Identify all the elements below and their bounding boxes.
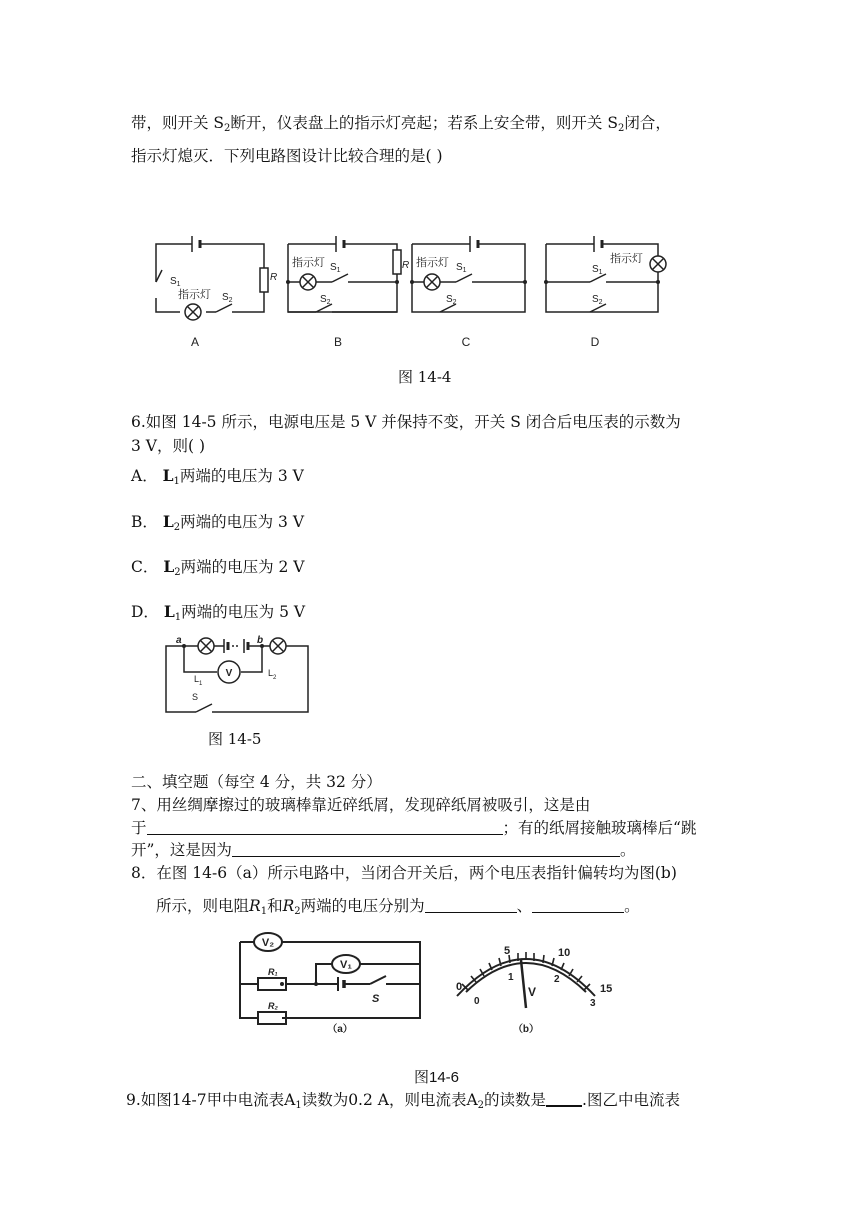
fig-c-s2: $S_2$ [446,294,457,306]
figure-14-5 [160,634,316,720]
fig-14-5-l1: $L_1$ [194,674,203,687]
q6-line-2: 3 V，则( ) [131,437,206,455]
q5-sub-2: 2 [617,123,625,134]
q7-blank-2[interactable] [232,841,620,857]
fig-14-6-s: S [372,993,380,1005]
option-letter-b: B [333,335,343,349]
fig-14-5-v: V [225,668,233,679]
meter-top-0: 0 [456,981,463,993]
meter-bottom-1: 1 [508,972,514,983]
fig-14-6-caption: 图14-6 [414,1069,460,1086]
fig-14-5-s: S [192,692,199,702]
q7-line-3: 开”，这是因为 。 [131,841,636,859]
fig-b-lamp-label: 指示灯 [292,257,325,269]
fig-a-s2: $S_2$ [222,292,233,304]
fig-14-5-caption: 图 14-5 [208,730,262,748]
q7-blank-1[interactable] [147,819,503,835]
q6-option-a: A． $L_1$两端的电压为 3 V [131,466,304,487]
figure-14-6 [232,930,632,1036]
meter-ticks [462,952,590,990]
fig-d-lamp-label: 指示灯 [610,253,643,265]
fig-b-r: R [402,260,410,271]
q5-text-b: 断开，仪表盘上的指示灯亮起；若系上安全带，则开关 S [230,114,618,132]
q8-line-2: 所示，则电阻$R_1$和$R_2$两端的电压分别为 、 。 [156,897,640,917]
meter-bottom-3: 3 [590,998,596,1009]
q7-line-1: 7、用丝绸摩擦过的玻璃棒靠近碎纸屑，发现碎纸屑被吸引，这是由 [131,796,591,814]
q7-line-2: 于 ；有的纸屑接触玻璃棒后“跳 [131,819,697,837]
q5-text-a: 带，则开关 S [131,114,225,132]
fig-14-6-a-label: （a） [327,1024,353,1035]
q6-option-d: D． $L_1$两端的电压为 5 V [131,602,306,623]
q8-blank-1[interactable] [425,897,517,913]
option-letter-c: C [461,335,471,349]
q5-sub: 2 [224,123,231,134]
meter-bottom-2: 2 [554,974,560,985]
section-2-title: 二、填空题（每空 4 分，共 32 分） [131,773,382,791]
fig-14-6-v1: V₁ [340,959,352,971]
meter-top-5: 5 [504,945,511,957]
meter-unit: V [528,985,537,999]
fig-14-5-l2: $L_2$ [268,668,277,681]
figure-14-4 [140,230,680,360]
q5-line-1 [131,113,671,139]
fig-14-6-r1: R₁ [268,967,278,977]
fig-14-6-v2: V₂ [261,937,275,949]
option-letter-a: A [190,335,200,349]
option-letter-d: D [590,335,600,349]
fig-a-s1: $S_1$ [170,276,181,288]
q6-option-c: C． $L_2$两端的电压为 2 V [131,557,305,578]
fig-b-s1: $S_1$ [330,262,341,274]
fig-a-lamp-label: 指示灯 [178,289,211,301]
fig-14-5-a: a [176,635,182,646]
q6-option-b: B． $L_2$两端的电压为 3 V [131,512,305,533]
fig-14-4-caption: 图 14-4 [398,368,452,386]
fig-b-s2: $S_2$ [320,294,331,306]
fig-14-6-r2: R₂ [268,1001,278,1011]
fig-c-s1: $S_1$ [456,262,467,274]
q5-text-c: 闭合， [624,114,671,132]
fig-14-6-b-label: （b） [512,1024,540,1035]
q9-line-1: 9.如图14-7甲中电流表$A_1$读数为0.2 A，则电流表$A_2$的读数是 .图乙中电流表 [126,1091,680,1111]
q9-blank-1[interactable] [546,1090,582,1107]
fig-a-r: R [270,272,278,283]
fig-d-s1: $S_1$ [592,264,603,276]
meter-top-10: 10 [558,947,571,959]
fig-d-s2: $S_2$ [592,294,603,306]
q5-line-2: 指示灯熄灭．下列电路图设计比较合理的是( ) [131,147,443,165]
q8-blank-2[interactable] [532,897,624,913]
meter-bottom-0: 0 [474,996,480,1007]
meter-top-15: 15 [600,983,613,995]
fig-c-lamp-label: 指示灯 [416,257,449,269]
q6-line-1: 6.如图 14-5 所示，电源电压是 5 V 并保持不变，开关 S 闭合后电压表的示数为 [131,413,681,431]
fig-14-5-b: b [257,635,264,646]
q8-line-1: 8．在图 14-6（a）所示电路中，当闭合开关后，两个电压表指针偏转均为图(b) [131,864,677,882]
